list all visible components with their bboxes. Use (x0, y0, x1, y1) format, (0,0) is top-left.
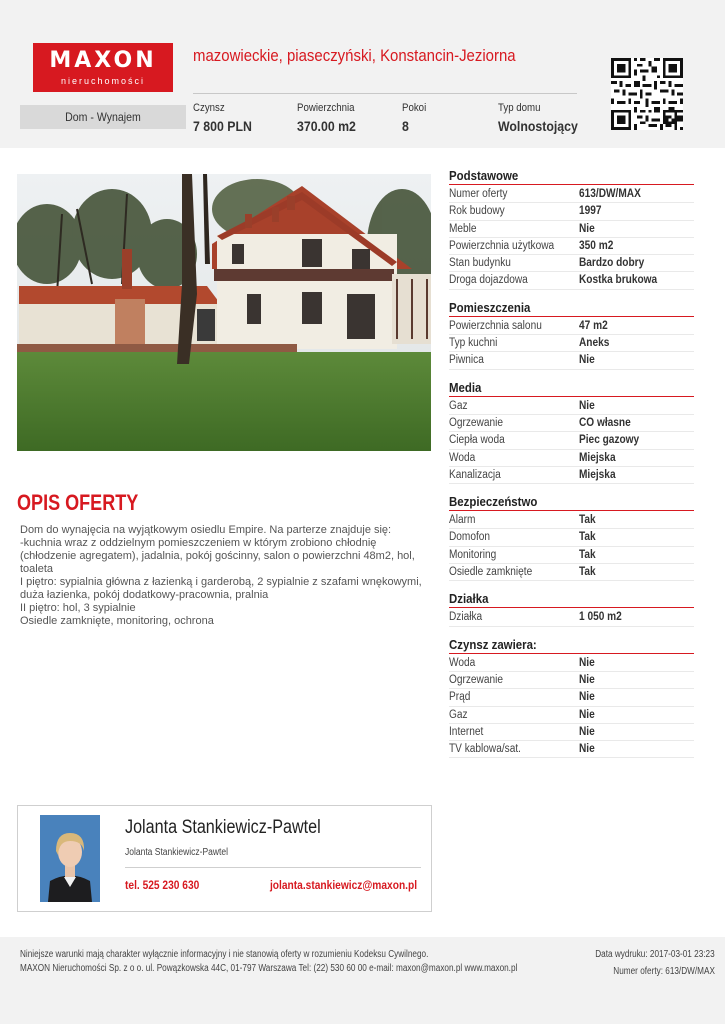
detail-row (449, 724, 694, 741)
detail-key: Domofon (449, 531, 491, 544)
description-title: OPIS OFERTY (17, 490, 139, 515)
detail-key: Gaz (449, 399, 468, 412)
agent-name: Jolanta Stankiewicz-Pawtel (125, 817, 321, 838)
detail-value: Tak (579, 531, 596, 544)
footer-address: MAXON Nieruchomości Sp. z o o. ul. Powązkowska 44C, 01-797 Warszawa Tel: (22) 530 60 00 e-mail: maxon@maxon.pl www.maxon.pl (20, 963, 518, 974)
detail-row (449, 203, 694, 220)
detail-key: Droga dojazdowa (449, 274, 528, 287)
footer-offer-number: Numer oferty: 613/DW/MAX (613, 966, 715, 977)
detail-value: Miejska (579, 468, 616, 481)
detail-key: Powierzchnia salonu (449, 319, 542, 332)
agent-subname: Jolanta Stankiewicz-Pawtel (125, 847, 228, 858)
detail-row (449, 318, 694, 335)
section-divider (449, 396, 694, 397)
detail-value: 350 m2 (579, 239, 614, 252)
detail-row (449, 529, 694, 546)
section-title: Działka (449, 591, 489, 607)
detail-value: 47 m2 (579, 319, 608, 332)
detail-row (449, 450, 694, 467)
detail-key: Monitoring (449, 548, 497, 561)
location-title: mazowieckie, piaseczyński, Konstancin-Jeziorna (193, 46, 516, 65)
agent-email-link[interactable]: jolanta.stankiewicz@maxon.pl (269, 878, 417, 892)
detail-value: Nie (579, 708, 595, 721)
detail-value: Aneks (579, 337, 610, 350)
detail-row (449, 689, 694, 706)
agent-divider (125, 867, 421, 868)
detail-value: Kostka brukowa (579, 274, 658, 287)
detail-key: Numer oferty (449, 188, 508, 200)
detail-value: Tak (579, 566, 596, 579)
detail-row (449, 186, 694, 203)
detail-value: Nie (579, 673, 595, 686)
detail-row (449, 707, 694, 724)
section-divider (449, 653, 694, 654)
detail-key: Powierzchnia użytkowa (449, 239, 555, 252)
stat-rooms (402, 102, 430, 134)
stat-value: 7 800 PLN (193, 118, 252, 134)
details-panel (449, 168, 694, 758)
description-text: Dom do wynajęcia na wyjątkowym osiedlu Empire. Na parterze znajduje się: -kuchnia wraz z oddzielnym pomieszczeniem w którym zrobiono chłodnię (chłodzenie agregatem), jadalnia, pokój gościnny, salon o powierzchni 48m2, hol, toaleta I piętro: sypialnia główna z łazienką i garderobą, 2 sypialnie z szafami wnękowymi, duża łazienka, pokój dodatkowy-pracownia, pralnia II piętro: hol, 3 sypialnie Osiedle zamknięte, monitoring, ochrona (20, 524, 422, 627)
detail-row (449, 672, 694, 689)
logo-brand: MAXON (49, 48, 157, 73)
detail-key: Kanalizacja (449, 468, 501, 481)
stat-label: Powierzchnia (297, 102, 355, 114)
stat-value: 370.00 m2 (297, 118, 356, 134)
agent-avatar (40, 815, 100, 902)
section-gap (449, 581, 694, 591)
detail-key: Ogrzewanie (449, 673, 504, 686)
stat-value: Wolnostojący (498, 118, 578, 134)
detail-row (449, 272, 694, 289)
detail-key: Meble (449, 222, 477, 235)
detail-row (449, 221, 694, 238)
stat-value: 8 (402, 118, 409, 134)
section-title: Pomieszczenia (449, 299, 531, 315)
footer-disclaimer: Niniejsze warunki mają charakter wyłącznie informacyjny i nie stanowią oferty w rozumieniu Kodeksu Cywilnego. (20, 949, 429, 960)
detail-row (449, 352, 694, 369)
detail-key: Prąd (449, 691, 471, 704)
header-divider (193, 93, 577, 94)
detail-value: Nie (579, 691, 595, 704)
detail-row (449, 655, 694, 672)
stat-area (297, 102, 364, 134)
detail-row (449, 564, 694, 581)
detail-value: CO własne (579, 416, 631, 429)
stat-label: Pokoi (402, 102, 427, 114)
print-date: Data wydruku: 2017-03-01 23:23 (595, 949, 715, 960)
detail-value: Nie (579, 656, 595, 669)
detail-key: Działka (449, 611, 483, 624)
detail-key: Gaz (449, 708, 468, 721)
detail-row (449, 609, 694, 626)
section-gap (449, 484, 694, 494)
detail-value: Piec gazowy (579, 434, 640, 447)
detail-key: Ogrzewanie (449, 416, 504, 429)
detail-value: Tak (579, 548, 596, 561)
section-gap (449, 370, 694, 380)
detail-row (449, 741, 694, 758)
offer-type-label: Dom - Wynajem (65, 110, 141, 124)
header (0, 0, 725, 148)
detail-value: 1997 (579, 205, 602, 218)
detail-key: Ciepła woda (449, 434, 505, 447)
footer (0, 937, 725, 1024)
detail-key: TV kablowa/sat. (449, 743, 522, 756)
detail-row (449, 467, 694, 484)
section-title: Bezpieczeństwo (449, 494, 538, 510)
stat-price (193, 102, 260, 134)
detail-row (449, 335, 694, 352)
detail-value: Nie (579, 743, 595, 756)
detail-value: Bardzo dobry (579, 257, 645, 270)
detail-key: Rok budowy (449, 205, 505, 218)
section-title: Media (449, 379, 482, 395)
detail-value: Nie (579, 399, 595, 412)
detail-value: 613/DW/MAX (579, 188, 641, 200)
stat-label: Typ domu (498, 102, 541, 114)
section-divider (449, 184, 694, 185)
detail-row (449, 238, 694, 255)
section-title: Czynsz zawiera: (449, 636, 537, 652)
agent-card (17, 805, 432, 912)
maxon-logo[interactable] (33, 43, 173, 92)
detail-value: Tak (579, 514, 596, 527)
detail-key: Piwnica (449, 354, 484, 367)
section-divider (449, 316, 694, 317)
detail-key: Osiedle zamknięte (449, 566, 533, 579)
detail-value: Nie (579, 725, 595, 738)
detail-value: Nie (579, 222, 595, 235)
detail-value: Miejska (579, 451, 616, 464)
detail-key: Alarm (449, 514, 476, 527)
section-divider (449, 510, 694, 511)
section-gap (449, 627, 694, 637)
qr-code-icon[interactable] (611, 58, 683, 130)
stat-house-type (498, 102, 589, 134)
detail-row (449, 547, 694, 564)
section-gap (449, 290, 694, 300)
section-title: Podstawowe (449, 168, 519, 183)
detail-key: Internet (449, 725, 484, 738)
section-divider (449, 607, 694, 608)
detail-row (449, 512, 694, 529)
detail-key: Stan budynku (449, 257, 511, 270)
detail-key: Woda (449, 451, 476, 464)
detail-row (449, 255, 694, 272)
detail-row (449, 398, 694, 415)
detail-row (449, 432, 694, 449)
offer-type-badge (20, 105, 186, 129)
detail-row (449, 415, 694, 432)
logo-subtitle: nieruchomości (60, 76, 146, 86)
detail-value: Nie (579, 354, 595, 367)
detail-key: Woda (449, 656, 476, 669)
agent-phone-link[interactable]: tel. 525 230 630 (125, 878, 200, 892)
detail-key: Typ kuchni (449, 337, 498, 350)
detail-value: 1 050 m2 (579, 611, 622, 624)
stat-label: Czynsz (193, 102, 225, 114)
property-photo[interactable] (17, 174, 431, 451)
